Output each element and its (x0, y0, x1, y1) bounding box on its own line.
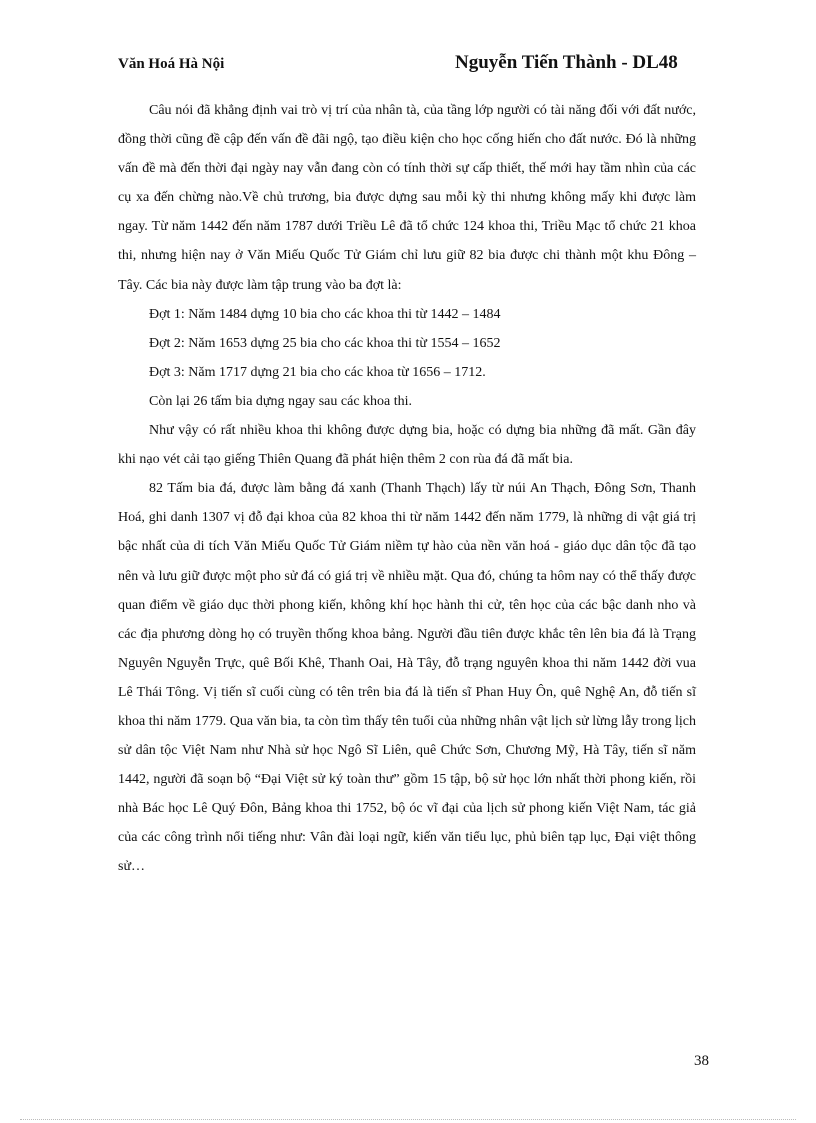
header-course-title: Văn Hoá Hà Nội (118, 56, 225, 72)
list-item-phase-2: Đợt 2: Năm 1653 dựng 25 bia cho các khoa thi từ 1554 – 1652 (149, 335, 501, 351)
header-author: Nguyễn Tiến Thành - DL48 (455, 52, 678, 73)
page-header (118, 52, 698, 80)
footer-divider (20, 1119, 796, 1120)
paragraph-remaining-steles: Còn lại 26 tấm bia dựng ngay sau các khoa thi. (149, 393, 413, 409)
paragraph-lost-steles: Như vậy có rất nhiều khoa thi không được dựng bia, hoặc có dựng bia những đã mất. Gần đây khi nạo vét cải tạo giếng Thiên Quang đã phát hiện thêm 2 con rùa đá đã mất bia. (118, 423, 696, 468)
list-item-phase-3: Đợt 3: Năm 1717 dựng 21 bia cho các khoa từ 1656 – 1712. (149, 364, 486, 380)
paragraph-intro: Câu nói đã khẳng định vai trò vị trí của nhân tà, của tầng lớp người có tài năng đối với đất nước, đồng thời cũng đề cập đến vấn đề đãi ngộ, tạo điều kiện cho học cống hiến cho đất nước. Đó là những vấn đề mà đến thời đại ngày nay vẫn đang còn có tính thời sự cấp thiết, thế mới hay tầm nhìn của các cụ xa đến chừng nào.Về chủ trương, bia được dựng sau mỗi kỳ thi nhưng không mấy khi được làm ngay. Từ năm 1442 đến năm 1787 dưới Triều Lê đã tổ chức 124 khoa thi, Triều Mạc tổ chức 21 khoa thi, nhưng hiện nay ở Văn Miếu Quốc Tử Giám chỉ lưu giữ 82 bia được chi thành một khu Đông – Tây. Các bia này được làm tập trung vào ba đợt là: (118, 103, 696, 293)
paragraph-82-steles: 82 Tấm bia đá, được làm bằng đá xanh (Thanh Thạch) lấy từ núi An Thạch, Đông Sơn, Thanh Hoá, ghi danh 1307 vị đỗ đại khoa của 82 khoa thi từ năm 1442 đến năm 1779, là những di vật giá trị bậc nhất của di tích Văn Miếu Quốc Tử Giám niềm tự hào của nền văn hoá - giáo dục dân tộc đã tạo nên và lưu giữ được một pho sử đá có giá trị về nhiều mặt. Qua đó, chúng ta hôm nay có thể thấy được quan điểm về giáo dục thời phong kiến, không khí học hành thi cử, tên học của các bậc danh nho và các địa phương dòng họ có truyền thống khoa bảng. Người đầu tiên được khắc tên lên bia đá là Trạng Nguyên Nguyễn Trực, quê Bối Khê, Thanh Oai, Hà Tây, đỗ trạng nguyên khoa thi năm 1442 đời vua Lê Thái Tông. Vị tiến sĩ cuối cùng có tên trên bia đá là tiến sĩ Phan Huy Ôn, quê Nghệ An, đỗ tiến sĩ khoa thi năm 1779. Qua văn bia, ta còn tìm thấy tên tuổi của những nhân vật lịch sử lừng lẫy trong lịch sử dân tộc Việt Nam như Nhà sử học Ngô Sĩ Liên, quê Chức Sơn, Chương Mỹ, Hà Tây, tiến sĩ năm 1442, người đã soạn bộ “Đại Việt sử ký toàn thư” gồm 15 tập, bộ sử học lớn nhất thời phong kiến, rồi nhà Bác học Lê Quý Đôn, Bảng khoa thi 1752, bộ óc vĩ đại của lịch sử phong kiến Việt Nam, tác giả của các công trình nổi tiếng như: Vân đài loại ngữ, kiến văn tiểu lục, phủ biên tạp lục, Đại việt thông sử… (118, 481, 696, 875)
list-item-phase-1: Đợt 1: Năm 1484 dựng 10 bia cho các khoa thi từ 1442 – 1484 (149, 306, 501, 322)
page-number: 38 (694, 1053, 709, 1069)
body-text (118, 96, 696, 882)
